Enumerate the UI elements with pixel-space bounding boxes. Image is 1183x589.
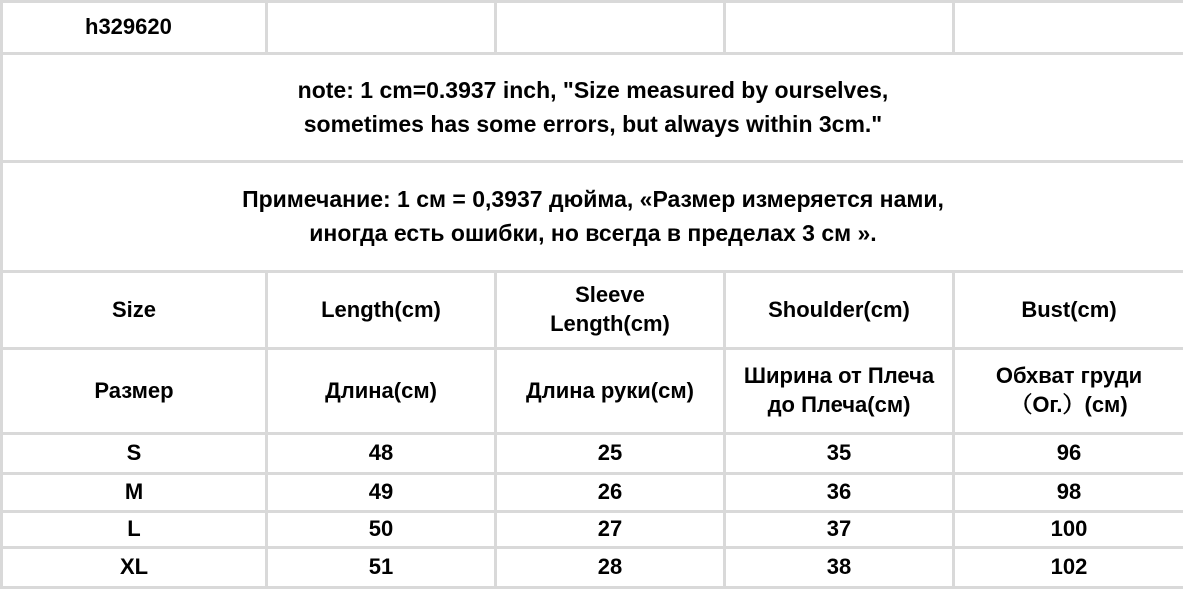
note-english-line-2: sometimes has some errors, but always within 3cm." [7, 108, 1179, 141]
product-code: h329620 [2, 2, 267, 54]
product-code-row [2, 2, 1183, 54]
length-value: 51 [267, 548, 496, 588]
length-value: 50 [267, 512, 496, 548]
header-ru-bust-line-1: Обхват груди [959, 362, 1179, 391]
bust-value: 96 [954, 434, 1183, 474]
header-ru-length: Длина(см) [267, 349, 496, 434]
size-value: M [2, 474, 267, 512]
sleeve-value: 28 [496, 548, 725, 588]
header-bust: Bust(cm) [954, 272, 1183, 349]
table-row [2, 474, 1183, 512]
table-row [2, 512, 1183, 548]
size-value: L [2, 512, 267, 548]
empty-cell [267, 2, 496, 54]
note-en-row [2, 54, 1183, 162]
table-row [2, 434, 1183, 474]
header-ru-size: Размер [2, 349, 267, 434]
header-sleeve-line-2: Length(cm) [501, 310, 719, 339]
table-row [2, 548, 1183, 588]
note-russian-line-2: иногда есть ошибки, но всегда в пределах 3 см ». [7, 217, 1179, 250]
length-value: 49 [267, 474, 496, 512]
bust-value: 100 [954, 512, 1183, 548]
empty-cell [725, 2, 954, 54]
shoulder-value: 37 [725, 512, 954, 548]
header-length: Length(cm) [267, 272, 496, 349]
note-english-line-1: note: 1 cm=0.3937 inch, "Size measured by ourselves, [7, 74, 1179, 107]
header-ru-shoulder-line-2: до Плеча(см) [730, 391, 948, 420]
header-sleeve-line-1: Sleeve [501, 281, 719, 310]
note-russian [2, 162, 1183, 272]
shoulder-value: 36 [725, 474, 954, 512]
empty-cell [954, 2, 1183, 54]
bust-value: 102 [954, 548, 1183, 588]
shoulder-value: 38 [725, 548, 954, 588]
size-value: XL [2, 548, 267, 588]
header-sleeve-length [496, 272, 725, 349]
note-english [2, 54, 1183, 162]
sleeve-value: 26 [496, 474, 725, 512]
header-ru-shoulder [725, 349, 954, 434]
empty-cell [496, 2, 725, 54]
header-ru-bust [954, 349, 1183, 434]
size-value: S [2, 434, 267, 474]
header-size: Size [2, 272, 267, 349]
header-ru-row [2, 349, 1183, 434]
header-en-row [2, 272, 1183, 349]
header-ru-sleeve: Длина руки(см) [496, 349, 725, 434]
bust-value: 98 [954, 474, 1183, 512]
header-ru-shoulder-line-1: Ширина от Плеча [730, 362, 948, 391]
sleeve-value: 25 [496, 434, 725, 474]
shoulder-value: 35 [725, 434, 954, 474]
header-shoulder: Shoulder(cm) [725, 272, 954, 349]
sleeve-value: 27 [496, 512, 725, 548]
header-ru-bust-line-2: （Ог.）(см) [959, 391, 1179, 420]
length-value: 48 [267, 434, 496, 474]
note-russian-line-1: Примечание: 1 см = 0,3937 дюйма, «Размер измеряется нами, [7, 183, 1179, 216]
note-ru-row [2, 162, 1183, 272]
